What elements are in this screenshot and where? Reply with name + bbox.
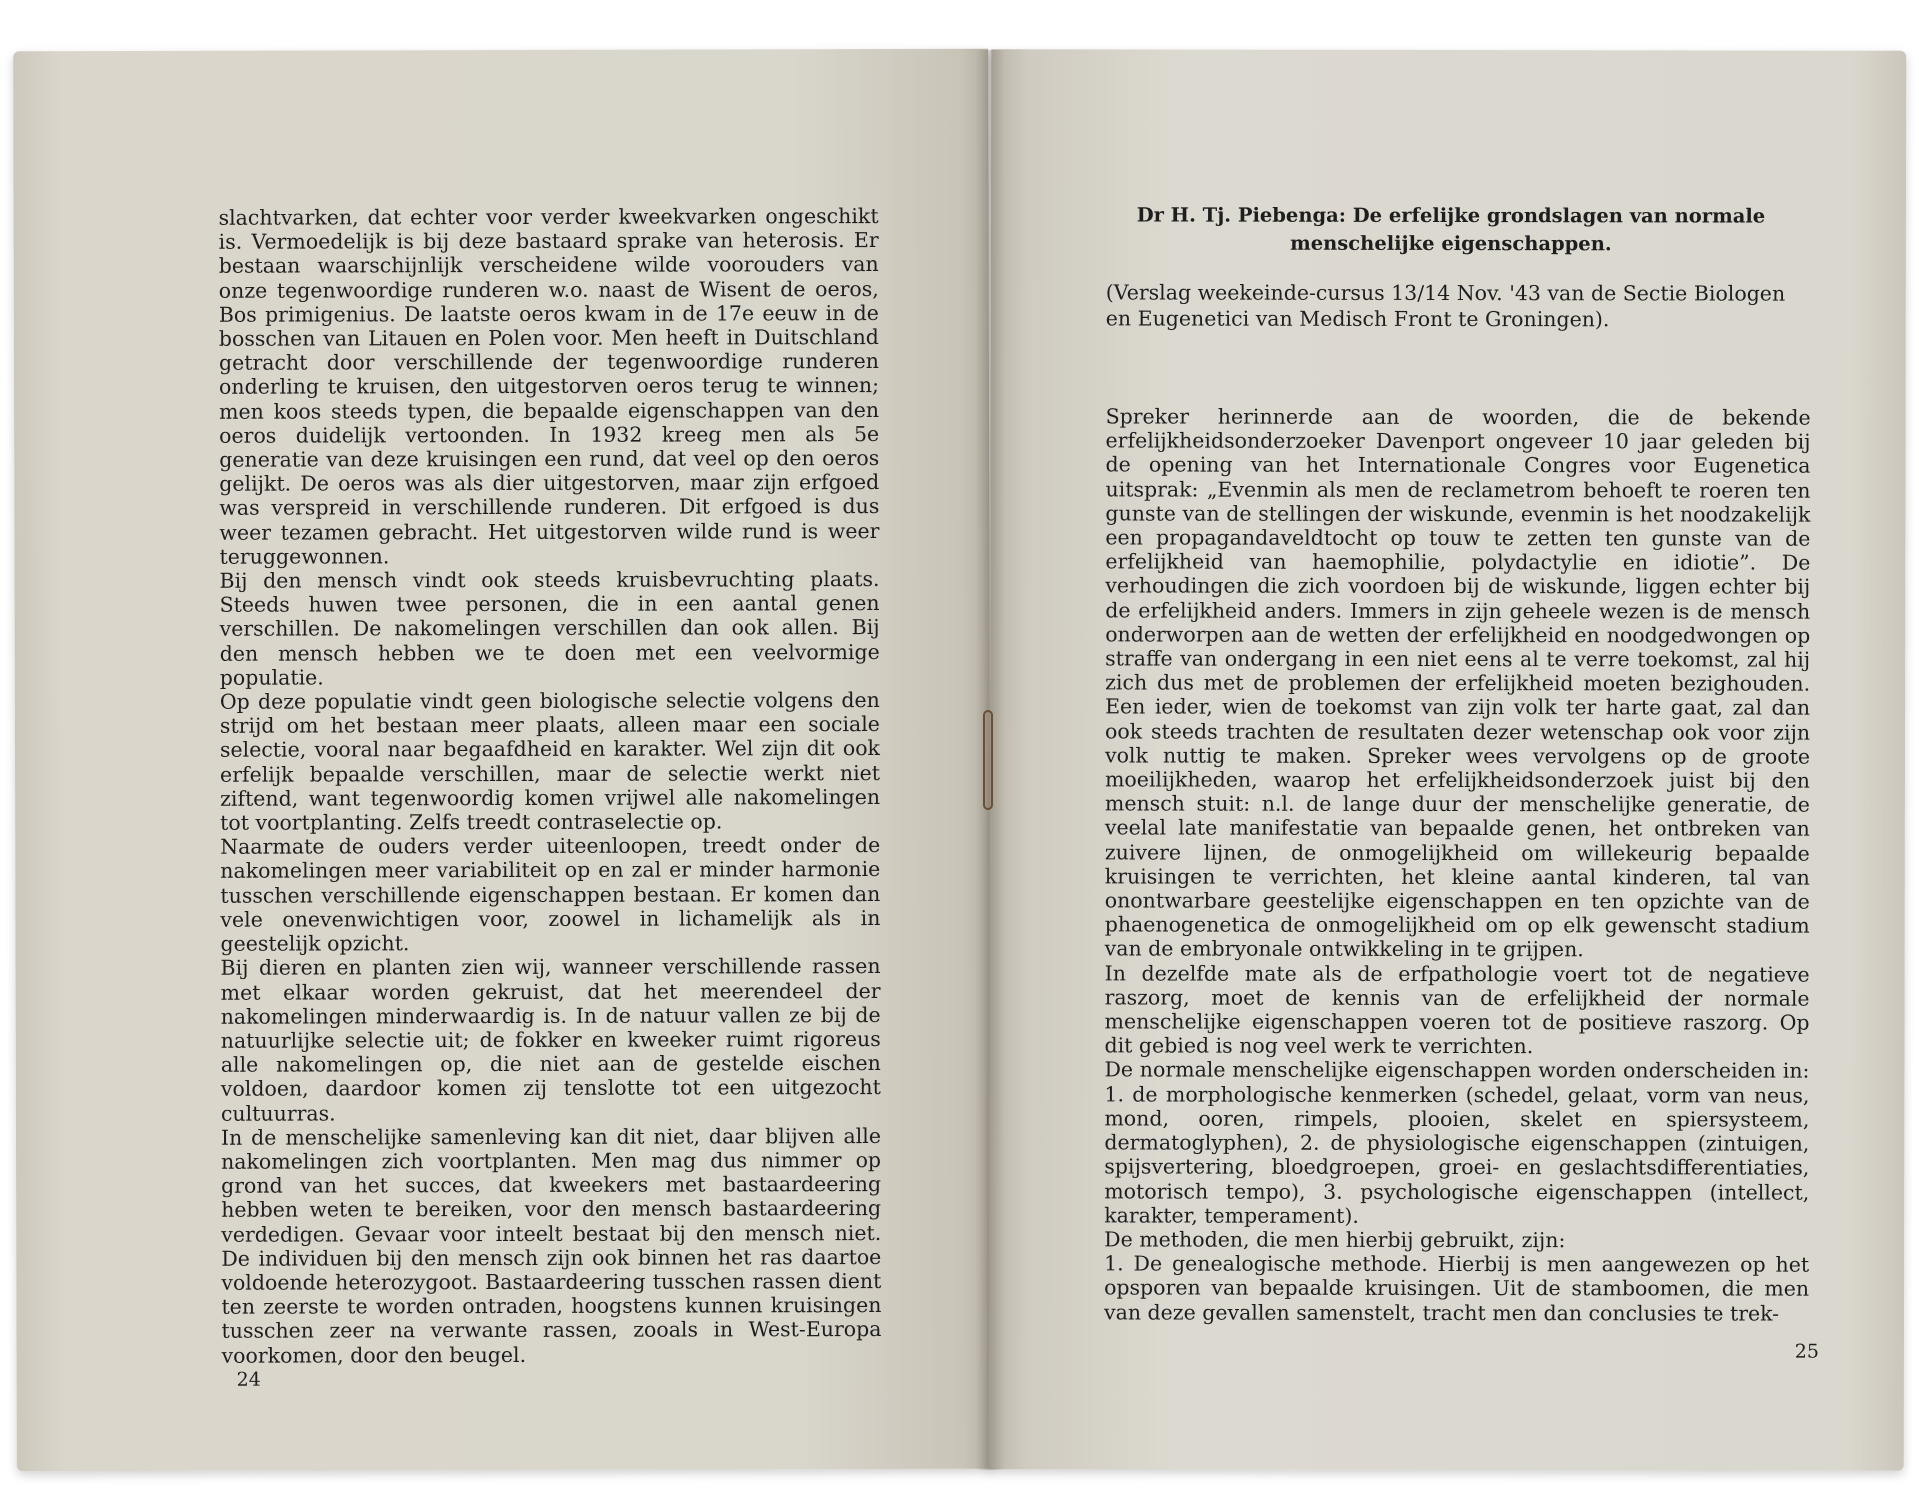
right-page xyxy=(989,49,1906,1471)
left-page xyxy=(13,49,992,1472)
paragraph: Bij dieren en planten zien wij, wanneer verschillende rassen met elkaar worden gekruist, dat het meerendeel der nakomelingen minderwaardig is. In de natuur vallen ze bij de natuurlijke selectie uit; de fokker en kweeker ruimt rigoreus alle nakomelingen op, die niet aan de gestelde eischen voldoen, daardoor komen zij tenslotte tot een uitgezocht cultuurras. xyxy=(220,954,881,1126)
paragraph: De methoden, die men hierbij gebruikt, zijn: xyxy=(1104,1227,1566,1253)
paragraph: slachtvarken, dat echter voor verder kweekvarken ongeschikt is. Vermoedelijk is bij deze bastaard sprake van heterosis. Er bestaan waarschijnlijk verscheidene wilde voorouders van onze tegenwoordige runderen w.o. naast de Wisent de oeros, Bos primigenius. De laatste oeros kwam in de 17e eeuw in de bosschen van Litauen en Polen voor. Men heeft in Duitschland getracht door verschillende der tegenwoordige runderen onderling te kruisen, den uitgestorven oeros terug te winnen; men koos steeds typen, die bepaalde eigenschappen van den oeros duidelijk vertoonden. In 1932 kreeg men als 5e generatie van deze kruisingen een rund, dat veel op den oeros gelijkt. De oeros was als dier uitgestorven, maar zijn erfgoed was verspreid in verschillende runderen. Dit erfgoed is dus weer tezamen gebracht. Het uitgestorven wilde rund is weer teruggewonnen. xyxy=(218,204,880,569)
paragraph: Bij den mensch vindt ook steeds kruisbevruchting plaats. Steeds huwen twee personen, die in een aantal genen verschillen. De nakomelingen verschillen dan ook allen. Bij den mensch hebben we te doen met een veelvormige populatie. xyxy=(219,567,880,690)
paragraph: Op deze populatie vindt geen biologische selectie volgens den strijd om het bestaan meer plaats, alleen maar een sociale selectie, vooral naar begaafdheid en karakter. Wel zijn dit ook erfelijk bepaalde verschillen, maar de selectie werkt niet ziftend, want tegenwoordig komen vrijwel alle nakomelingen tot voortplanting. Zelfs treedt contraselectie op. xyxy=(219,688,881,835)
paragraph: 1. De genealogische methode. Hierbij is men aangewezen op het opsporen van bepaalde kruisingen. Uit de stamboomen, die men van deze gevallen samenstelt, tracht men dan conclusies te trek- xyxy=(1104,1251,1810,1326)
paragraph: In dezelfde mate als de erfpathologie voert tot de negatieve raszorg, moet de kennis van de erfelijkheid der normale menschelijke eigenschappen voeren tot de positieve raszorg. Op dit gebied is nog veel werk te verrichten. xyxy=(1104,961,1810,1059)
paragraph: Spreker herinnerde aan de woorden, die de bekende erfelijkheidsonderzoeker Davenport ongeveer 10 jaar geleden bij de opening van het Internationale Congres voor Eugenetica uitsprak: „Evenmin als men de reclametrom behoeft te roeren ten gunste van de stellingen der wiskunde, evenmin is het noodzakelijk een propagandaveldtocht op touw te zetten ten gunste van de erfelijkheid van haemophilie, polydactylie en idiotie”. De verhoudingen die zich voordoen bij de wiskunde, liggen echter bij de erfelijkheid anders. Immers in zijn geheele wezen is de mensch onderworpen aan de wetten der erfelijkheid en noodgedwongen op straffe van ondergang in een niet eens al te verre toekomst, zal hij zich dus met de problemen der erfelijkheid moeten bezighouden. Een ieder, wien de toekomst van zijn volk ter harte gaat, zal dan ook steeds trachten de resultaten dezer wetenschap ook voor zijn volk nuttig te maken. Spreker wees vervolgens op de groote moeilijkheden, waarop het erfelijkheidsonderzoek juist bij den mensch stuit: n.l. de lange duur der menschelijke generatie, de veelal late manifestatie van bepaalde genen, het ontbreken van zuivere lijnen, de onmogelijkheid om willekeurig bepaalde kruisingen te verrichten, het kleine aantal kinderen, tal van onontwarbare geestelijke eigenschappen en ten opzichte van de phaenogenetica de onmogelijkheid om op elk gewenscht stadium van de embryonale ontwikkeling in te grijpen. xyxy=(1104,404,1811,962)
staple xyxy=(983,710,993,810)
left-page-body xyxy=(219,204,882,1367)
report-note: (Verslag weekeinde-cursus 13/14 Nov. '43 van de Sectie Biologen en Eugenetici van Medisch Front te Groningen). xyxy=(1105,280,1786,332)
paragraph: De normale menschelijke eigenschappen worden onderscheiden in: 1. de morphologische kenmerken (schedel, gelaat, vorm van neus, mond, ooren, rimpels, plooien, skelet en spiersysteem, dermatoglyphen), 2. de physiologische eigenschappen (zintuigen, spijsvertering, bloedgroepen, groei- en geslachtsdifferentiaties, motorisch tempo), 3. psychologische eigenschappen (intellect, karakter, temperament). xyxy=(1104,1057,1810,1228)
page-number-left: 24 xyxy=(236,1368,261,1391)
page-number-right: 25 xyxy=(1794,1340,1819,1363)
paragraph: Naarmate de ouders verder uiteenloopen, treedt onder de nakomelingen meer variabiliteit op en zal er minder harmonie tusschen verschillende eigenschappen bestaan. Er komen dan vele onevenwichtigen voor, zoowel in lichamelijk als in geestelijk opzicht. xyxy=(220,833,881,956)
right-page-body xyxy=(1104,404,1811,1325)
article-title: Dr H. Tj. Piebenga: De erfelijke grondslagen van normale menschelijke eigenschappen. xyxy=(1136,203,1766,256)
paragraph: In de menschelijke samenleving kan dit niet, daar blijven alle nakomelingen zich voortplanten. Men mag dus nimmer op grond van het succes, dat kweekers met bastaardeering hebben weten te bereiken, voor den mensch bastaardeering verdedigen. Gevaar voor inteelt bestaat bij den mensch niet. De individuen bij den mensch zijn ook binnen het ras daartoe voldoende heterozygoot. Bastaardeering tusschen rassen dient ten zeerste te worden ontraden, hoogstens kunnen kruisingen tusschen zeer na verwante rassen, zooals in West-Europa voorkomen, door den beugel. xyxy=(220,1123,882,1368)
